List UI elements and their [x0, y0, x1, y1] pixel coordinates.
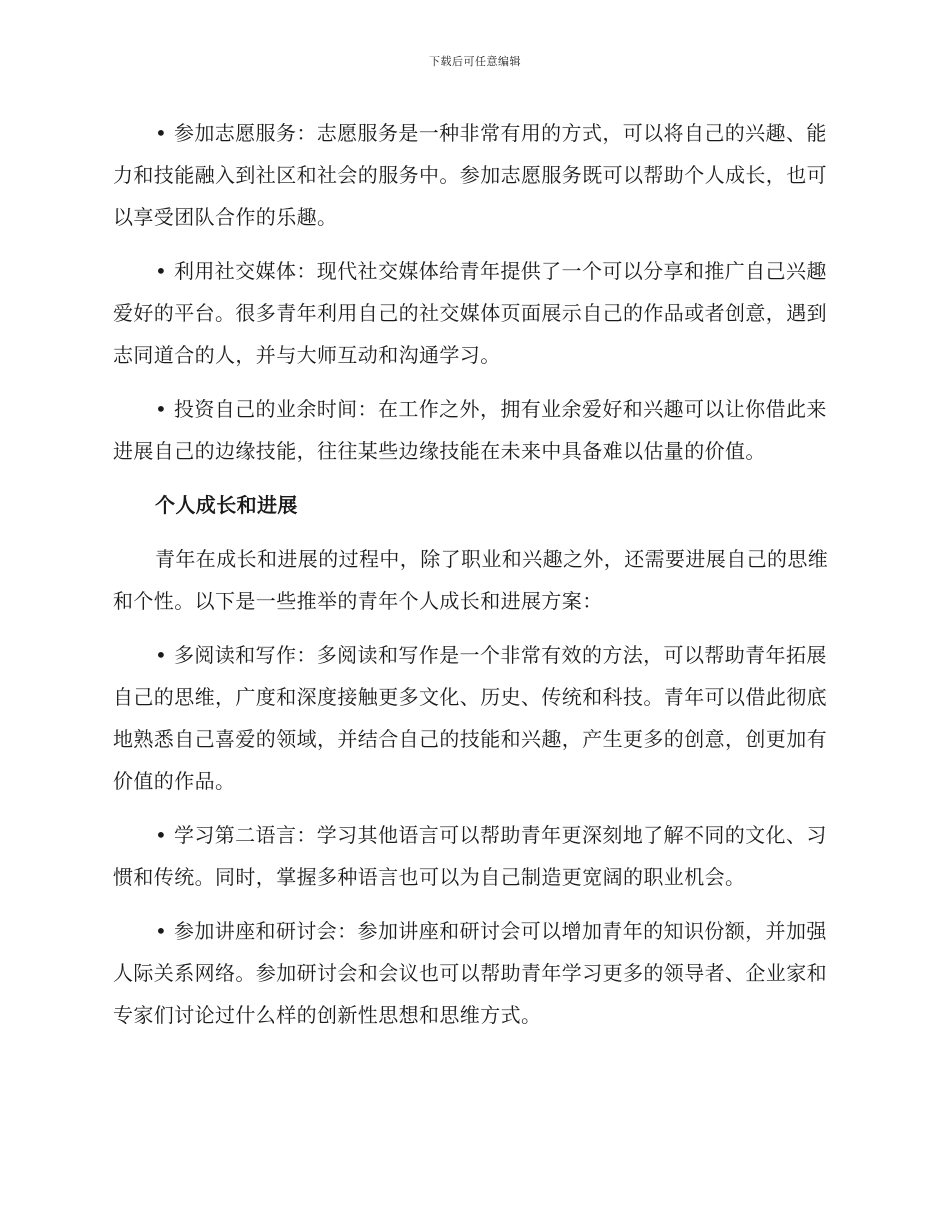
- paragraph-social-media: • 利用社交媒体：现代社交媒体给青年提供了一个可以分享和推广自己兴趣爱好的平台。很多青年利用自己的社交媒体页面展示自己的作品或者创意，遇到志同道合的人，并与大师互动和沟通学习。: [113, 259, 827, 367]
- page-header: 下载后可任意编辑: [429, 55, 521, 68]
- paragraph-spare-time: • 投资自己的业余时间：在工作之外，拥有业余爱好和兴趣可以让你借此来进展自己的边缘技能，往往某些边缘技能在未来中具备难以估量的价值。: [113, 397, 827, 463]
- paragraph-second-language: • 学习第二语言：学习其他语言可以帮助青年更深刻地了解不同的文化、习惯和传统。同时，掌握多种语言也可以为自己制造更宽阔的职业机会。: [113, 823, 827, 889]
- document-body: [113, 112, 833, 1048]
- paragraph-lectures-seminars: • 参加讲座和研讨会：参加讲座和研讨会可以增加青年的知识份额，并加强人际关系网络。参加研讨会和会议也可以帮助青年学习更多的领导者、企业家和专家们讨论过什么样的创新性思想和思维方式。: [113, 919, 827, 1027]
- paragraph-volunteer-service: • 参加志愿服务：志愿服务是一种非常有用的方式，可以将自己的兴趣、能力和技能融入到社区和社会的服务中。参加志愿服务既可以帮助个人成长，也可以享受团队合作的乐趣。: [113, 121, 827, 229]
- paragraph-intro: 青年在成长和进展的过程中，除了职业和兴趣之外，还需要进展自己的思维和个性。以下是一些推举的青年个人成长和进展方案：: [113, 547, 829, 613]
- section-heading: 个人成长和进展: [155, 493, 298, 517]
- paragraph-reading-writing: • 多阅读和写作：多阅读和写作是一个非常有效的方法，可以帮助青年拓展自己的思维，广度和深度接触更多文化、历史、传统和科技。青年可以借此彻底地熟悉自己喜爱的领域，并结合自己的技能和兴趣，产生更多的创意，创更加有价值的作品。: [113, 643, 827, 793]
